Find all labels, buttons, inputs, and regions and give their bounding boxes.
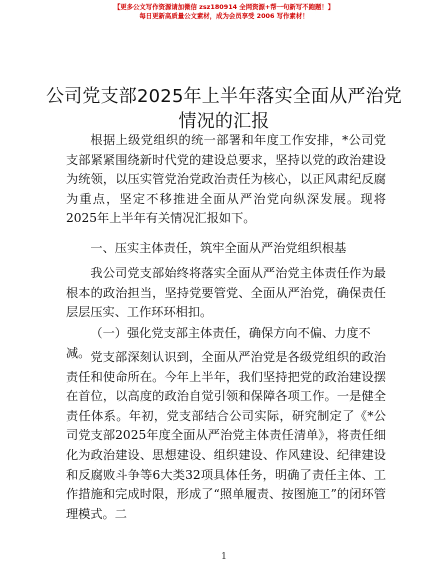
- promo-banner-line-2: 每日更新高质量公文素材，成为会员享受 2006 写作素材！: [139, 12, 309, 20]
- promo-banner-line-1: 【更多公文写作资源请加微信 zsz180914 全网资源+帮一句新写不跑题！】: [113, 3, 335, 11]
- intro-paragraph: 根据上级党组织的统一部署和年度工作安排，*公司党支部紧紧围绕新时代党的建设总要求，坚持以党的政治建设为统领，以压实管党治党政治责任为核心，以正风肃纪反腐为重点，坚定不移推进全面从严治党向纵深发展。现将2025年上半年有关情况汇报如下。: [66, 133, 386, 226]
- subsection-1-paragraph: 党支部深刻认识到，全面从严治党是各级党组织的政治责任和使命所在。今年上半年，我们坚持把党的政治建设摆在首位，以高度的政治自觉引领和保障各项工作。一是健全责任体系。年初，党支部结合公司实际，研究制定了《*公司党支部2025年度全面从严治党主体责任清单》，将责任细化为政治建设、思想建设、组织建设、作风建设、纪律建设和反腐败斗争等6大类32项具体任务，明确了责任主体、工作措施和完成时限，形成了“照单履责、按图施工”的闭环管理模式。二: [66, 350, 386, 521]
- page-number: 1: [221, 552, 227, 562]
- section-heading-1: 一、压实主体责任，筑牢全面从严治党组织根基: [90, 241, 347, 255]
- subsection-heading-1: （一）强化党支部主体责任，确保方向不偏、力度不减。: [66, 326, 371, 360]
- section-1-paragraph: 我公司党支部始终将落实全面从严治党主体责任作为最根本的政治担当，坚持党要管党、全面从严治党，确保责任层层压实、工作环环相扣。: [66, 266, 386, 320]
- document-title: 公司党支部2025年上半年落实全面从严治党情况的汇报: [45, 86, 402, 132]
